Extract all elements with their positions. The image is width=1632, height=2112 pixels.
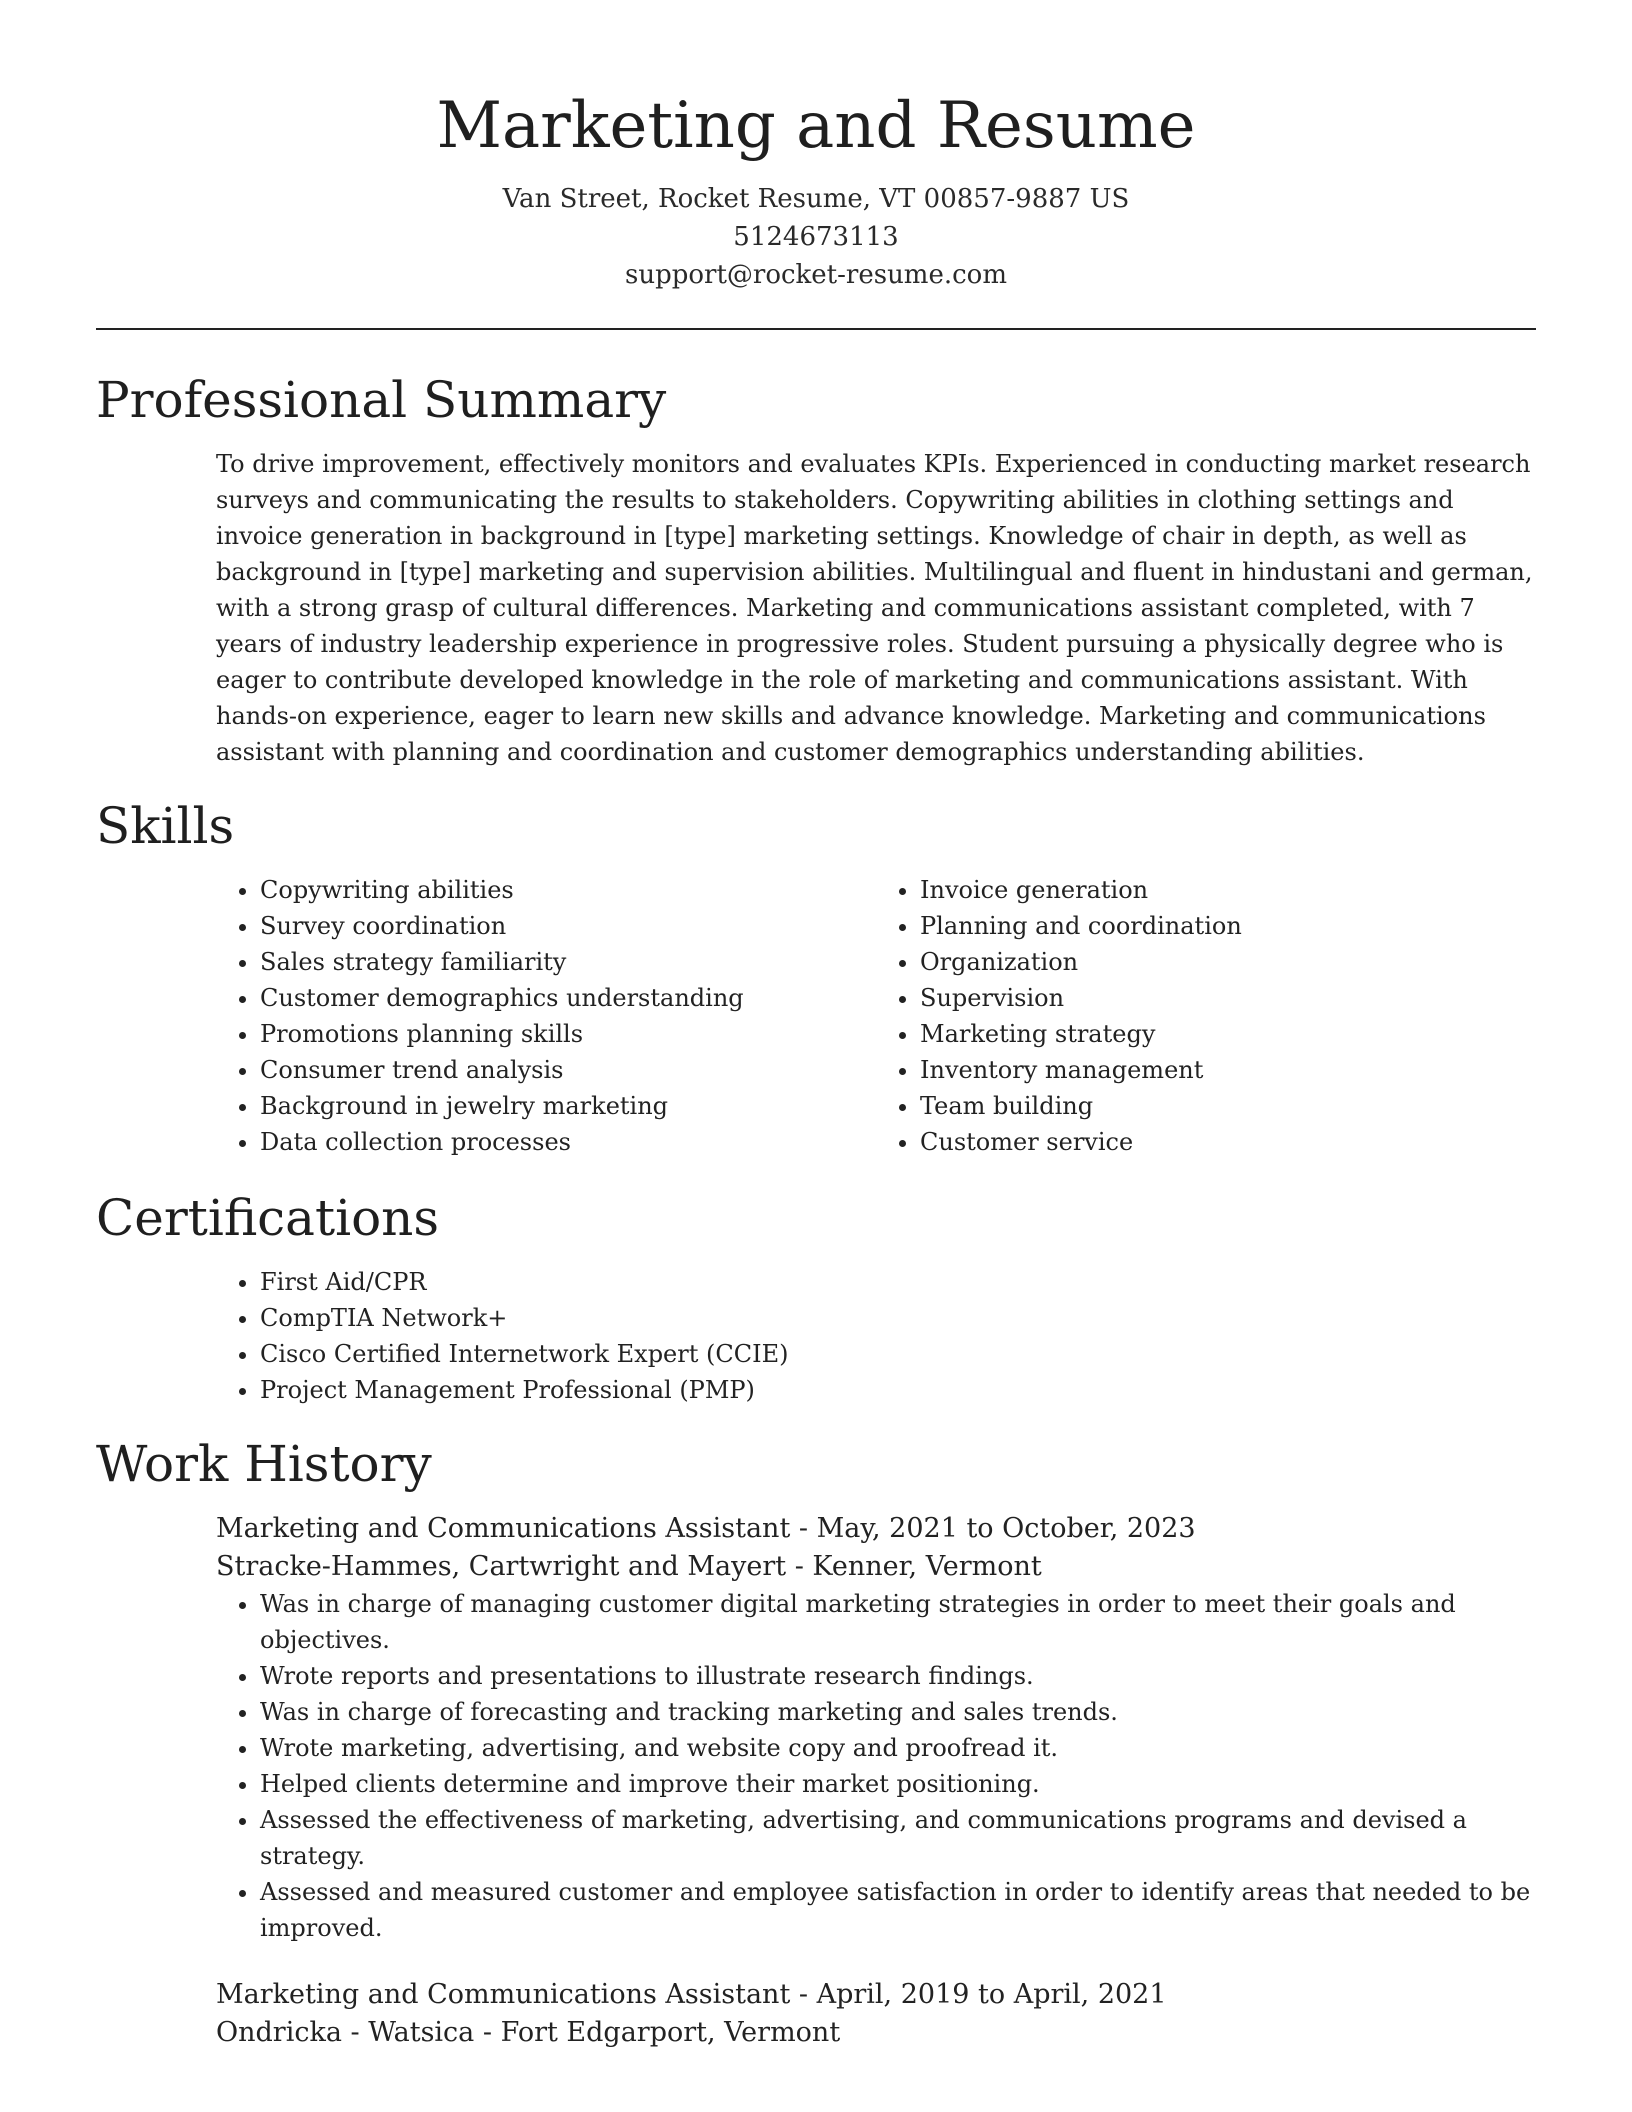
skill-item: • Consumer trend analysis xyxy=(260,1052,876,1088)
job-bullets xyxy=(216,1586,1536,1946)
job-bullet: • Was in charge of managing customer digital marketing strategies in order to meet their goals and objectives. xyxy=(260,1586,1536,1658)
skill-item: • Supervision xyxy=(920,980,1536,1016)
skill-item: • Customer demographics understanding xyxy=(260,980,876,1016)
skill-item: • Marketing strategy xyxy=(920,1016,1536,1052)
skill-item: • Survey coordination xyxy=(260,908,876,944)
job-bullet: • Was in charge of forecasting and tracking marketing and sales trends. xyxy=(260,1694,1536,1730)
job-bullet: • Wrote reports and presentations to illustrate research findings. xyxy=(260,1658,1536,1694)
job-company: Ondricka - Watsica xyxy=(216,2017,475,2048)
job-role: Marketing and Communications Assistant xyxy=(216,1979,791,2010)
summary-text: To drive improvement, effectively monitors and evaluates KPIs. Experienced in conducting market research surveys and communicating the results to stakeholders. Copywriting abilities in clothing settings and invoice generation in background in [type] marketing settings. Knowledge of chair in depth, as well as background in [type] marketing and supervision abilities. Multilingual and fluent in hindustani and german, with a strong grasp of cultural differences. Marketing and communications assistant completed, with 7 years of industry leadership experience in progressive roles. Student pursuing a physically degree who is eager to contribute developed knowledge in the role of marketing and communications assistant. With hands-on experience, eager to learn new skills and advance knowledge. Marketing and communications assistant with planning and coordination and customer demographics understanding abilities. xyxy=(216,450,1533,766)
resume-page xyxy=(96,0,1536,2052)
skills-column-left xyxy=(216,872,876,1160)
resume-header xyxy=(96,0,1536,294)
skill-item: • Copywriting abilities xyxy=(260,872,876,908)
skill-item: • Organization xyxy=(920,944,1536,980)
job-company: Stracke-Hammes, Cartwright and Mayert xyxy=(216,1551,787,1582)
skill-item: • Background in jewelry marketing xyxy=(260,1088,876,1124)
candidate-name: Marketing and Resume xyxy=(436,89,1196,163)
certifications-section xyxy=(216,1264,1536,1408)
skill-item: • Inventory management xyxy=(920,1052,1536,1088)
certification-item: • Cisco Certified Internetwork Expert (CCIE) xyxy=(260,1336,1536,1372)
job-title-line xyxy=(216,1510,1536,1548)
work-history-section xyxy=(216,1510,1536,2052)
job-entry xyxy=(216,1510,1536,1946)
skill-item: • Data collection processes xyxy=(260,1124,876,1160)
work-history-heading: Work History xyxy=(96,1435,432,1493)
skills-section xyxy=(216,872,1536,1160)
job-title-line xyxy=(216,1976,1536,2014)
job-location: - Fort Edgarport, Vermont xyxy=(474,2017,841,2048)
summary-section xyxy=(216,446,1536,770)
certification-item: • Project Management Professional (PMP) xyxy=(260,1372,1536,1408)
skill-item: • Planning and coordination xyxy=(920,908,1536,944)
summary-heading: Professional Summary xyxy=(96,371,667,429)
job-bullet: • Helped clients determine and improve their market positioning. xyxy=(260,1766,1536,1802)
job-bullet: • Assessed the effectiveness of marketing, advertising, and communications programs and devised a strategy. xyxy=(260,1802,1536,1874)
job-dates: - April, 2019 to April, 2021 xyxy=(790,1979,1167,2010)
skill-item: • Sales strategy familiarity xyxy=(260,944,876,980)
skills-grid xyxy=(216,872,1536,1160)
certifications-heading: Certifications xyxy=(96,1189,440,1247)
contact-block xyxy=(96,180,1536,294)
skill-item: • Invoice generation xyxy=(920,872,1536,908)
skills-heading: Skills xyxy=(96,797,235,855)
skill-item: • Promotions planning skills xyxy=(260,1016,876,1052)
job-entry xyxy=(216,1976,1536,2052)
certification-item: • CompTIA Network+ xyxy=(260,1300,1536,1336)
certifications-list xyxy=(216,1264,1536,1408)
contact-email: support@rocket-resume.com xyxy=(624,260,1007,290)
certification-item: • First Aid/CPR xyxy=(260,1264,1536,1300)
job-bullet: • Wrote marketing, advertising, and website copy and proofread it. xyxy=(260,1730,1536,1766)
job-company-line xyxy=(216,2014,1536,2052)
skill-item: • Customer service xyxy=(920,1124,1536,1160)
skills-column-right xyxy=(876,872,1536,1160)
contact-address: Van Street, Rocket Resume, VT 00857-9887 US xyxy=(502,184,1130,214)
contact-phone: 5124673113 xyxy=(733,222,899,252)
job-company-line xyxy=(216,1548,1536,1586)
job-location: - Kenner, Vermont xyxy=(786,1551,1042,1582)
job-bullet: • Assessed and measured customer and employee satisfaction in order to identify areas that needed to be improved. xyxy=(260,1874,1536,1946)
job-dates: - May, 2021 to October, 2023 xyxy=(790,1513,1196,1544)
job-role: Marketing and Communications Assistant xyxy=(216,1513,791,1544)
header-divider xyxy=(96,328,1536,330)
skill-item: • Team building xyxy=(920,1088,1536,1124)
